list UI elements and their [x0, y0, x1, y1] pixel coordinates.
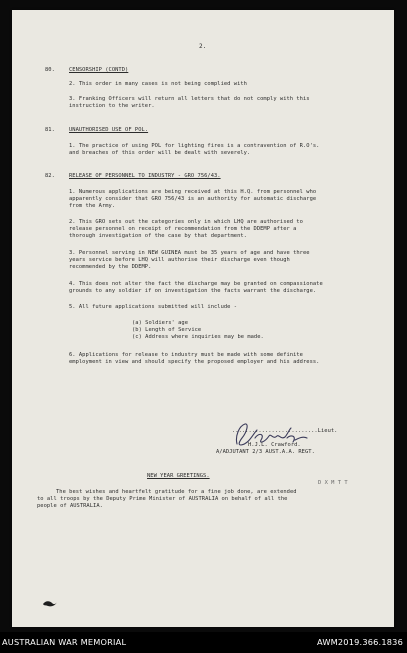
section-82-para-6-line-2: employment in view and should specify the proposed employer and his address.: [69, 359, 320, 365]
section-82-para-2-line-3: thorough investigation of the case by that department.: [69, 233, 247, 239]
list-item-a: (a) Soldiers' age: [132, 320, 189, 326]
section-80-heading: CENSORSHIP (CONTD): [69, 67, 129, 73]
section-82-para-2-line-1: 2. This GRO sets out the categories only in which LHQ are authorised to: [69, 219, 303, 225]
greetings-line-3: people of AUSTRALIA.: [37, 503, 103, 509]
section-82-para-1-line-2: apparently consider that GRO 756/43 is an authority for automatic discharge: [69, 196, 317, 202]
greetings-heading: NEW YEAR GREETINGS.: [147, 473, 210, 479]
section-80-para-3-line-1: 3. Franking Officers will return all letters that do not comply with this: [69, 96, 310, 102]
section-82-number: 82.: [45, 173, 55, 179]
footer-institution: AUSTRALIAN WAR MEMORIAL: [2, 637, 127, 647]
section-82-para-3-line-1: 3. Personnel serving in NEW GUINEA must be 35 years of age and have three: [69, 250, 310, 256]
section-81-para-1-line-1: 1. The practice of using POL for lighting fires is a contravention of R.O's.: [69, 143, 320, 149]
archive-footer-bar: [0, 632, 407, 653]
section-82-para-4-line-2: grounds to any soldier if on investigation the facts warrant the discharge.: [69, 288, 317, 294]
section-82-heading: RELEASE OF PERSONNEL TO INDUSTRY - GRO 756/43.: [69, 173, 221, 179]
section-81-heading: UNAUTHORISED USE OF POL.: [69, 127, 149, 133]
section-82-para-1-line-3: from the Army.: [69, 203, 116, 209]
section-81-para-1-line-2: and breaches of this order will be dealt with severely.: [69, 150, 251, 156]
signatory-title: A/ADJUTANT 2/3 AUST.A.A. REGT.: [216, 449, 315, 455]
section-82-para-3-line-3: recommended by the DDEMP.: [69, 264, 152, 270]
signature-line: ..........................Lieut.: [232, 428, 338, 434]
section-82-para-5: 5. All future applications submitted will include -: [69, 304, 238, 310]
section-80-para-2: 2. This order in many cases is not being complied with: [69, 81, 247, 87]
faint-stamp-text: D X M T T: [318, 480, 348, 486]
greetings-line-1: The best wishes and heartfelt gratitude for a fine job done, are extended: [56, 489, 297, 495]
section-80-number: 80.: [45, 67, 55, 73]
section-82-para-4-line-1: 4. This does not alter the fact the discharge may be granted on compassionate: [69, 281, 323, 287]
section-82-para-1-line-1: 1. Numerous applications are being received at this H.Q. from personnel who: [69, 189, 317, 195]
section-82-para-3-line-2: years service before LHQ will authorise their discharge even though: [69, 257, 290, 263]
section-80-para-3-line-2: instruction to the writer.: [69, 103, 155, 109]
list-item-c: (c) Address where inquiries may be made.: [132, 334, 264, 340]
section-82-para-2-line-2: release personnel on receipt of recommendation from the DDEMP after a: [69, 226, 297, 232]
section-82-para-6-line-1: 6. Applications for release to industry must be made with some definite: [69, 352, 303, 358]
ink-smudge-icon: [42, 598, 58, 608]
section-81-number: 81.: [45, 127, 55, 133]
list-item-b: (b) Length of Service: [132, 327, 202, 333]
page-number: 2.: [199, 43, 207, 50]
greetings-line-2: to all troops by the Deputy Prime Minister of AUSTRALIA on behalf of all the: [37, 496, 288, 502]
footer-accession-number: AWM2019.366.1836: [316, 637, 403, 647]
signatory-name: H.J.L. Crawford.: [248, 442, 301, 448]
